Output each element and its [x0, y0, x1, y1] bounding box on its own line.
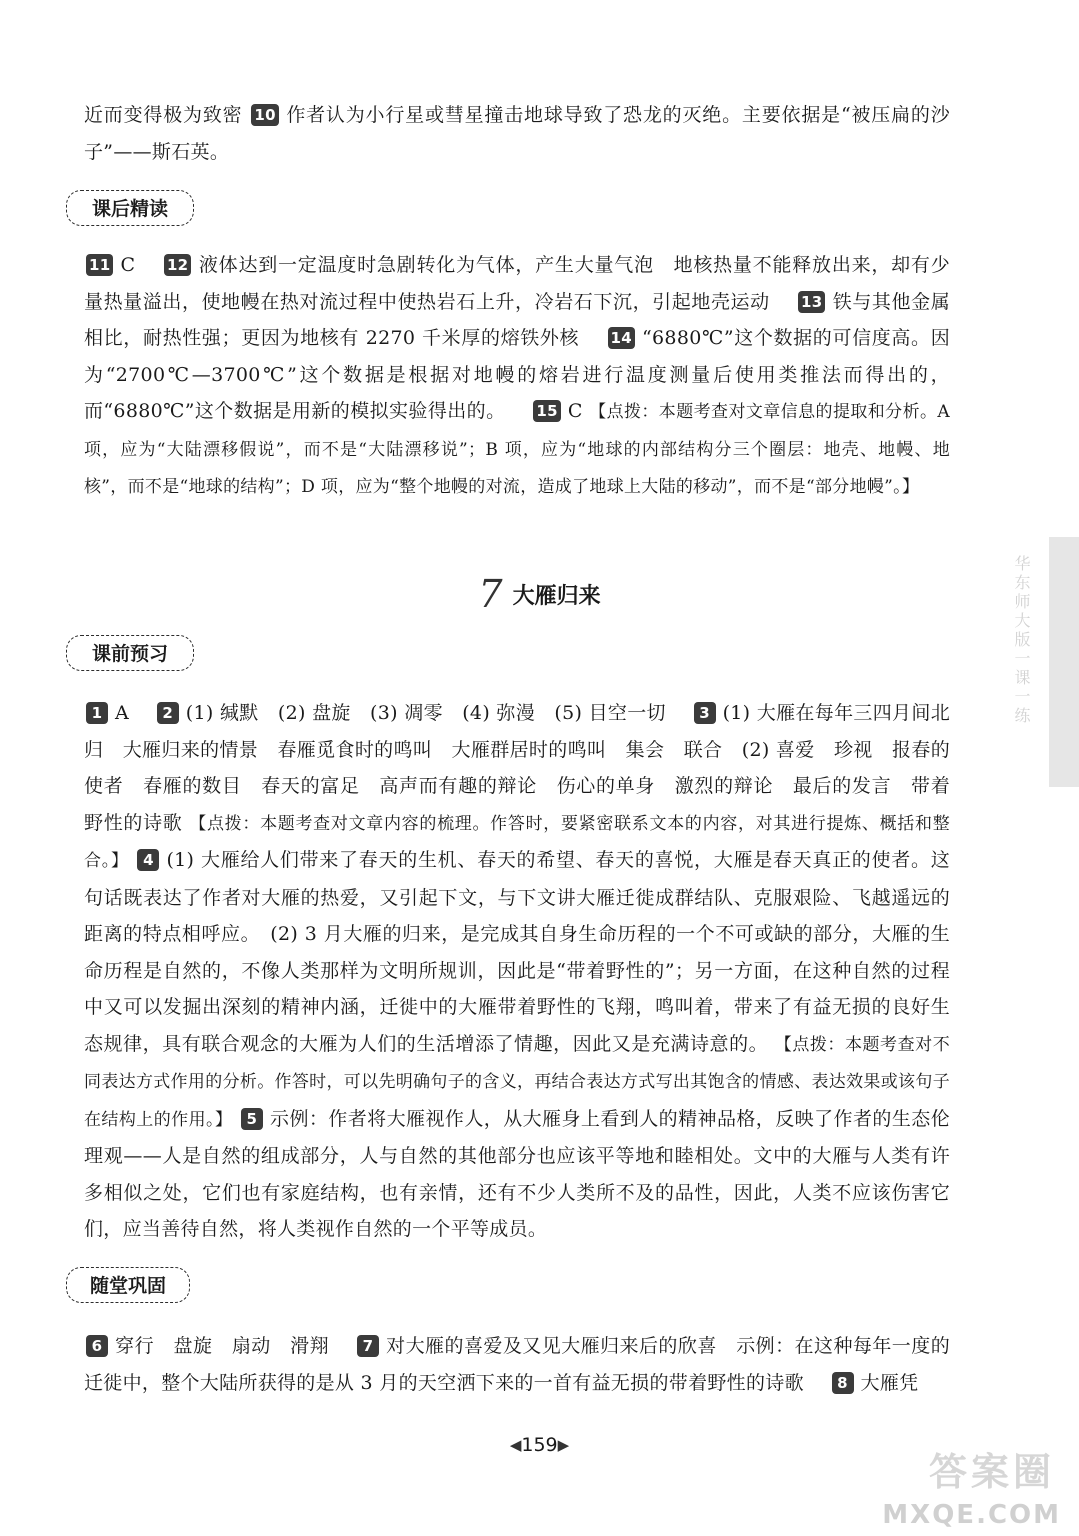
- tip-text: 【点拨：本题考查对不同表达方式作用的分析。作答时，可以先明确句子的含义，再结合表达方式写出其饱含的情感、表达效果或该句子在结构上的作用。】: [84, 1034, 950, 1130]
- question-number-badge: 4: [137, 849, 159, 871]
- answer-text: 液体达到一定温度时急剧转化为气体，产生大量气泡 地核热量不能释放出来，却有少量热量溢出，使地幔在热对流过程中使热岩石上升，冷岩石下沉，引起地壳运动: [84, 254, 951, 313]
- answer-paragraph-4: [84, 1328, 950, 1401]
- answer-text: A: [115, 702, 130, 724]
- page-number-value: 159: [521, 1434, 558, 1456]
- tip-text: 【点拨：本题考查对文章内容的梳理。作答时，要紧密联系文本的内容，对其进行提炼、概括和整合。】: [84, 813, 950, 871]
- left-triangle-icon: ◀: [509, 1436, 522, 1454]
- question-number-badge: 6: [86, 1335, 108, 1357]
- section-label-suitang-gonggu: 随堂巩固: [66, 1267, 190, 1303]
- section-label-kehou-jingdu: 课后精读: [66, 190, 194, 226]
- answer-paragraph-1: [84, 97, 950, 170]
- question-number-badge: 13: [798, 291, 825, 313]
- answer-text: C: [120, 254, 136, 276]
- question-number-badge: 7: [357, 1335, 379, 1357]
- answer-text: (1) 缄默 (2) 盘旋 (3) 凋零 (4) 弥漫 (5) 目空一切: [185, 702, 666, 724]
- answer-text: 近而变得极为致密: [84, 104, 243, 126]
- answer-text: 大雁凭: [860, 1371, 919, 1394]
- answer-text: (1) 大雁给人们带来了春天的生机、春天的希望、春天的喜悦，大雁是春天真正的使者。这句话既表达了作者对大雁的热爱，又引起下文，与下文讲大雁迁徙成群结队、克服艰险、飞越遥远的距离的特点相呼应。 (2) 3 月大雁的归来，是完成其自身生命历程的一个不可或缺的部分，大雁的生命历程是自然的，不像人类那样为文明所规训，因此是“带着野性的”；另一方面，在这种自然的过程中又可以发掘出深刻的精神内涵，迁徙中的大雁带着野性的飞翔，鸣叫着，带来了有益无损的良好生态规律，具有联合观念的大雁为人们的生活增添了情趣，因此又是充满诗意的。: [84, 849, 950, 1055]
- tip-text: 【点拨：本题考查对文章信息的提取和分析。A 项，应为“大陆漂移假说”，而不是“大陆漂移说”；B 项，应为“地球的内部结构分三个圈层：地壳、地幔、地核”，而不是“地球的结构”；D 项，应为“整个地幔的对流，造成了地球上大陆的移动”，而不是“部分地幔”。】: [84, 402, 950, 497]
- question-number-badge: 11: [86, 254, 113, 276]
- chapter-heading: [0, 572, 1079, 626]
- side-book-title: 华东师大版一课一练: [1012, 555, 1031, 726]
- chapter-number: 7: [478, 572, 503, 616]
- question-number-badge: 12: [164, 254, 191, 276]
- answer-text: (1) 大雁在每年三四月间北归 大雁归来的情景 春雁觅食时的鸣叫 大雁群居时的鸣叫 集会 联合 (2) 喜爱 珍视 报春的使者 春雁的数目 春天的富足 高声而有趣的辩论 伤心的单身 激烈的辩论 最后的发言 带着野性的诗歌: [84, 702, 951, 834]
- answer-paragraph-2: [84, 247, 950, 506]
- watermark-cn: 答案圈: [928, 1450, 1055, 1494]
- question-number-badge: 8: [832, 1372, 854, 1394]
- question-number-badge: 5: [241, 1108, 263, 1130]
- chapter-title: 大雁归来: [512, 583, 601, 609]
- answer-text: C: [567, 400, 583, 422]
- watermark-logo: [879, 1446, 1069, 1530]
- answer-text: 对大雁的喜爱及又见大雁归来后的欣喜 示例：在这种每年一度的迁徙中，整个大陆所获得的是从 3 月的天空洒下来的一首有益无损的带着野性的诗歌: [84, 1335, 950, 1394]
- answer-text: 穿行 盘旋 扇动 滑翔: [115, 1335, 330, 1357]
- question-number-badge: 1: [86, 702, 108, 724]
- question-number-badge: 10: [251, 104, 278, 126]
- question-number-badge: 15: [533, 400, 560, 422]
- answer-text: 示例：作者将大雁视作人，从大雁身上看到人的精神品格，反映了作者的生态伦理观——人是自然的组成部分，人与自然的其他部分也应该平等地和睦相处。文中的大雁与人类有许多相似之处，它们也有家庭结构，也有亲情，还有不少人类所不及的品性，因此，人类不应该伤害它们，应当善待自然，将人类视作自然的一个平等成员。: [84, 1107, 950, 1240]
- side-thumb-tab: [1049, 537, 1079, 787]
- answer-paragraph-3: [84, 695, 950, 1248]
- answer-text: 铁与其他金属相比，耐热性强；更因为地核有 2270 千米厚的熔铁外核: [84, 290, 950, 349]
- section-label-keqian-yuxi: 课前预习: [66, 635, 194, 671]
- question-number-badge: 14: [608, 327, 635, 349]
- question-number-badge: 3: [694, 702, 716, 724]
- answer-text: 作者认为小行星或彗星撞击地球导致了恐龙的灭绝。主要依据是“被压扁的沙子”——斯石英。: [84, 104, 950, 163]
- question-number-badge: 2: [157, 702, 179, 724]
- right-triangle-icon: ▶: [557, 1436, 570, 1454]
- answer-text: “6880℃”这个数据的可信度高。因为“2700℃—3700℃”这个数据是根据对地幔的熔岩进行温度测量后使用类推法而得出的，而“6880℃”这个数据是用新的模拟实验得出的。: [84, 327, 950, 422]
- watermark-en: MXQE.COM: [882, 1500, 1061, 1530]
